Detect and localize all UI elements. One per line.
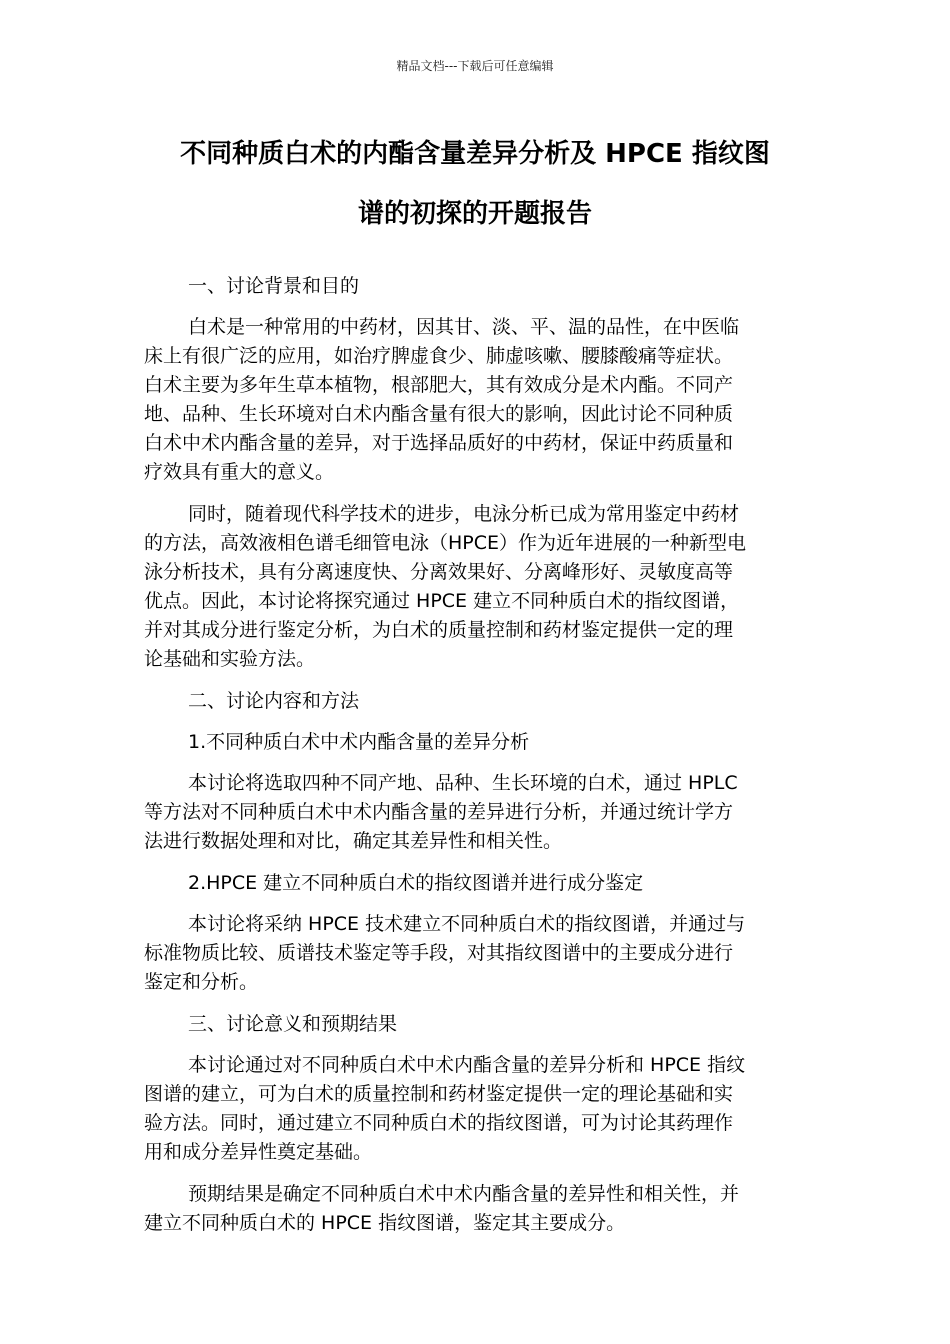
paragraph-2: [144, 500, 804, 674]
section-2-heading: 二、讨论内容和方法: [188, 690, 360, 712]
paragraph-line: 的方法，高效液相色谱毛细管电泳（HPCE）作为近年进展的一种新型电: [144, 532, 747, 554]
paragraph-line: 床上有很广泛的应用，如治疗脾虚食少、肺虚咳嗽、腰膝酸痛等症状。: [144, 345, 734, 367]
paragraph-line: 法进行数据处理和对比，确定其差异性和相关性。: [144, 830, 563, 852]
paragraph-line: 地、品种、生长环境对白术内酯含量有很大的影响，因此讨论不同种质: [144, 403, 734, 425]
paragraph-line: 疗效具有重大的意义。: [144, 461, 335, 483]
paragraph-line: 建立不同种质白术的 HPCE 指纹图谱，鉴定其主要成分。: [144, 1212, 626, 1234]
document-title: [150, 136, 800, 232]
paragraph-line: 验方法。同时，通过建立不同种质白术的指纹图谱，可为讨论其药理作: [144, 1112, 734, 1134]
paragraph-1: [144, 313, 804, 487]
paragraph-line: 白术主要为多年生草本植物，根部肥大，其有效成分是术内酯。不同产: [144, 374, 734, 396]
paragraph-line: 本讨论将选取四种不同产地、品种、生长环境的白术，通过 HPLC: [188, 772, 738, 794]
header-note: 精品文档---下载后可任意编辑: [396, 59, 554, 73]
paragraph-5: [144, 1051, 804, 1167]
paragraph-line: 并对其成分进行鉴定分析，为白术的质量控制和药材鉴定提供一定的理: [144, 619, 734, 641]
paragraph-line: 标准物质比较、质谱技术鉴定等手段，对其指纹图谱中的主要成分进行: [144, 942, 734, 964]
paragraph-6: [144, 1180, 804, 1238]
section-2-subheading-1: 1.不同种质白术中术内酯含量的差异分析: [188, 731, 530, 753]
title-line-2: 谱的初探的开题报告: [357, 199, 592, 229]
section-1-heading: 一、讨论背景和目的: [188, 275, 360, 297]
title-line-1: 不同种质白术的内酯含量差异分析及 HPCE 指纹图: [180, 139, 770, 169]
paragraph-line: 优点。因此，本讨论将探究通过 HPCE 建立不同种质白术的指纹图谱，: [144, 590, 740, 612]
paragraph-line: 本讨论通过对不同种质白术中术内酯含量的差异分析和 HPCE 指纹: [188, 1054, 746, 1076]
paragraph-line: 同时，随着现代科学技术的进步，电泳分析已成为常用鉴定中药材: [188, 503, 740, 525]
paragraph-line: 论基础和实验方法。: [144, 648, 316, 670]
paragraph-line: 等方法对不同种质白术中术内酯含量的差异进行分析，并通过统计学方: [144, 801, 734, 823]
paragraph-line: 本讨论将采纳 HPCE 技术建立不同种质白术的指纹图谱，并通过与: [188, 913, 746, 935]
paragraph-line: 鉴定和分析。: [144, 971, 259, 993]
section-2-subheading-2: 2.HPCE 建立不同种质白术的指纹图谱并进行成分鉴定: [188, 872, 644, 894]
paragraph-3: [144, 769, 804, 856]
paragraph-line: 图谱的建立，可为白术的质量控制和药材鉴定提供一定的理论基础和实: [144, 1083, 734, 1105]
paragraph-line: 泳分析技术，具有分离速度快、分离效果好、分离峰形好、灵敏度高等: [144, 561, 734, 583]
section-3-heading: 三、讨论意义和预期结果: [188, 1013, 398, 1035]
paragraph-line: 用和成分差异性奠定基础。: [144, 1141, 373, 1163]
paragraph-line: 白术中术内酯含量的差异，对于选择品质好的中药材，保证中药质量和: [144, 432, 734, 454]
paragraph-line: 白术是一种常用的中药材，因其甘、淡、平、温的品性，在中医临: [188, 316, 740, 338]
paragraph-line: 预期结果是确定不同种质白术中术内酯含量的差异性和相关性，并: [188, 1183, 740, 1205]
paragraph-4: [144, 910, 804, 997]
document-body: [144, 272, 804, 1251]
